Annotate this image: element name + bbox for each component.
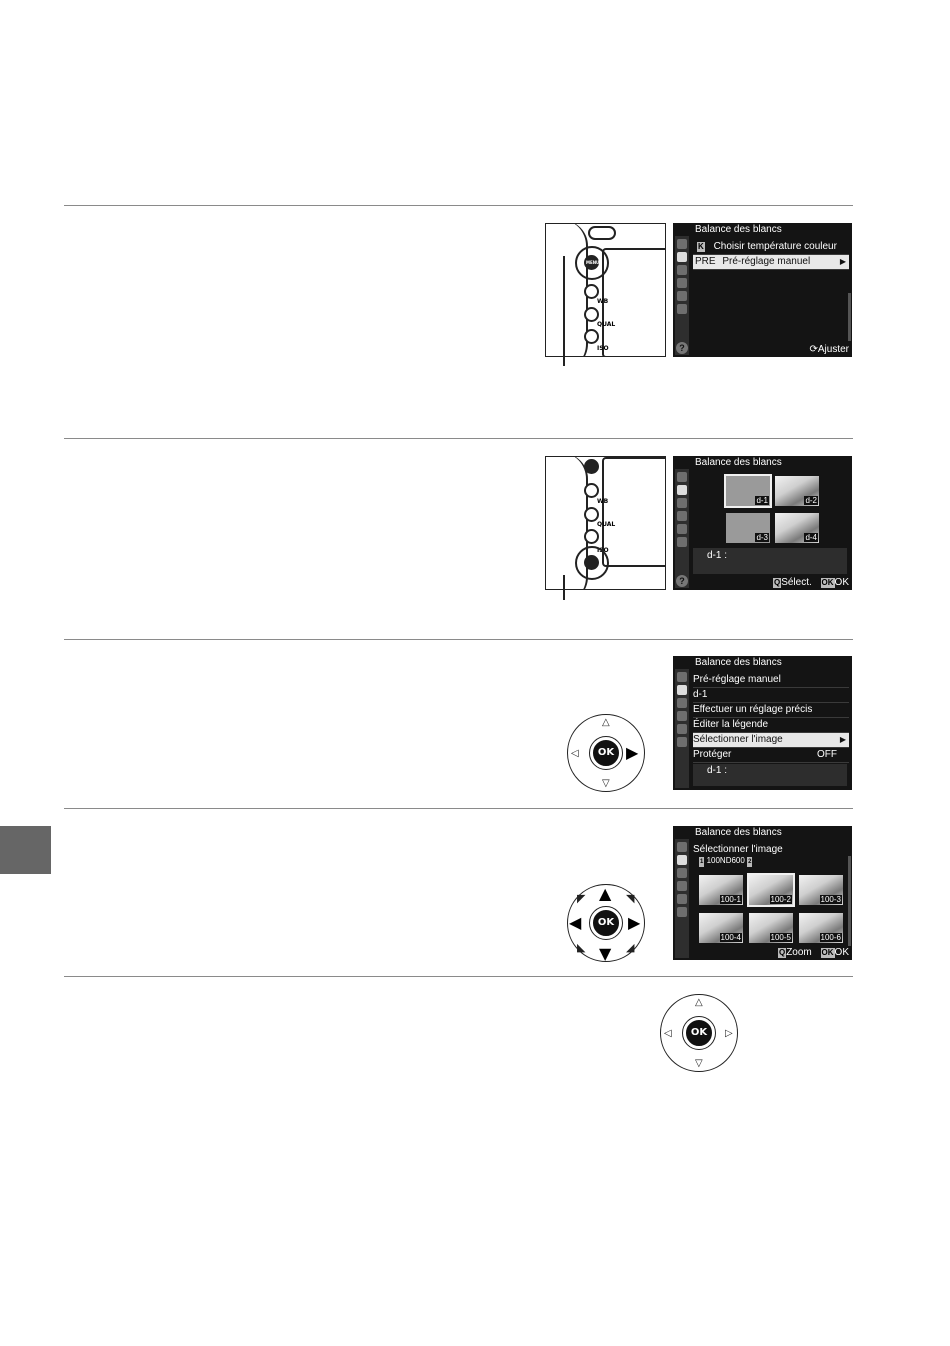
- zoom-in-button-icon: [584, 529, 599, 544]
- zoom-in-button-icon: [584, 329, 599, 344]
- screen-title: Balance des blancs: [695, 657, 782, 668]
- screen-title: Balance des blancs: [695, 457, 782, 468]
- menu-item-selected[interactable]: Sélectionner l'image ▶: [693, 733, 849, 748]
- zoom-in-icon: Q: [778, 948, 786, 957]
- submenu-heading: Pré-réglage manuel: [693, 673, 849, 688]
- section-divider: [64, 808, 853, 809]
- arrow-right-icon: ▶: [839, 735, 846, 744]
- wb-button-icon: [584, 307, 599, 322]
- footer-hint: QZoom OKOK: [778, 947, 849, 958]
- menu-tabs: [675, 839, 689, 958]
- preset-thumb[interactable]: d-3: [726, 513, 770, 543]
- button-highlight-ring: [575, 546, 609, 580]
- iso-label: ISO: [597, 345, 609, 352]
- footer-hint: ⟳Ajuster: [809, 344, 849, 355]
- preset-info: d-1 :: [693, 764, 847, 786]
- menu-item[interactable]: Éditer la légende: [693, 718, 849, 733]
- menu-tabs: [675, 469, 689, 588]
- ok-button-icon: OK: [590, 907, 622, 939]
- screen-title: Balance des blancs: [695, 224, 782, 235]
- menu-tabs: [675, 236, 689, 355]
- playback-delete-icon: [588, 226, 616, 240]
- section-divider: [64, 205, 853, 206]
- ok-icon: OK: [821, 948, 834, 957]
- section-divider: [64, 976, 853, 977]
- camera-body-icon: [545, 456, 666, 590]
- iso-label: ISO: [597, 547, 609, 554]
- wb-menu-screen: [673, 223, 852, 357]
- menu-item[interactable]: d-1: [693, 688, 849, 703]
- help-protect-button-icon: [584, 483, 599, 498]
- zoom-out-icon: Q: [773, 578, 781, 587]
- preset-thumb[interactable]: d-4: [775, 513, 819, 543]
- preset-thumb[interactable]: d-1: [726, 476, 770, 506]
- section-divider: [64, 639, 853, 640]
- multi-selector-icon: OK ▲ ▼ ◀ ▶ ◤ ◥ ◣ ◢: [567, 884, 645, 962]
- menu-item[interactable]: Effectuer un réglage précis: [693, 703, 849, 718]
- menu-item[interactable]: K Choisir température couleur: [693, 240, 849, 255]
- image-thumb[interactable]: 100-4: [699, 913, 743, 943]
- menu-item-selected[interactable]: PRE Pré-réglage manuel ▶: [693, 255, 849, 270]
- image-select-screen: [673, 826, 852, 960]
- multi-selector-icon: OK △ ▽ ◁ ▶: [567, 714, 645, 792]
- wb-button-icon: [584, 507, 599, 522]
- button-highlight-ring: [575, 246, 609, 280]
- menu-button-icon: MENU: [584, 255, 599, 270]
- menu-item[interactable]: Protéger OFF: [693, 748, 849, 763]
- preset-info: d-1 :: [693, 548, 847, 574]
- preset-thumb[interactable]: d-2: [775, 476, 819, 506]
- wb-preset-screen: [673, 456, 852, 590]
- ok-button-icon: OK: [590, 737, 622, 769]
- dial-icon: ⟳: [809, 344, 818, 355]
- ok-icon: OK: [821, 578, 834, 587]
- image-thumb[interactable]: 100-1: [699, 875, 743, 905]
- image-thumb[interactable]: 100-2: [749, 875, 793, 905]
- wb-label: WB: [597, 498, 609, 505]
- image-thumb[interactable]: 100-3: [799, 875, 843, 905]
- wb-label: WB: [597, 298, 609, 305]
- ok-button-icon: OK: [683, 1017, 715, 1049]
- image-thumb[interactable]: 100-6: [799, 913, 843, 943]
- submenu-heading: Sélectionner l'image: [693, 844, 783, 855]
- image-thumb[interactable]: 100-5: [749, 913, 793, 943]
- menu-tabs: [675, 669, 689, 788]
- scrollbar[interactable]: [848, 293, 851, 341]
- preset-submenu-screen: [673, 656, 852, 790]
- menu-button-icon: [584, 459, 599, 474]
- help-icon: ?: [676, 575, 688, 587]
- help-icon: ?: [676, 342, 688, 354]
- scrollbar[interactable]: [848, 856, 851, 946]
- arrow-right-icon: ▶: [626, 743, 639, 762]
- qual-label: QUAL: [597, 521, 616, 528]
- help-protect-button-icon: [584, 284, 599, 299]
- multi-selector-icon: OK △ ▽ ◁ ▷: [660, 994, 738, 1072]
- footer-hint: QSélect. OKOK: [773, 577, 849, 588]
- callout-line: [563, 575, 565, 600]
- chapter-tab: [0, 826, 51, 874]
- screen-title: Balance des blancs: [695, 827, 782, 838]
- qual-label: QUAL: [597, 321, 616, 328]
- callout-line: [563, 256, 565, 366]
- arrow-right-icon: ▶: [839, 257, 846, 266]
- section-divider: [64, 438, 853, 439]
- folder-label: 1 100ND600 2: [700, 856, 752, 865]
